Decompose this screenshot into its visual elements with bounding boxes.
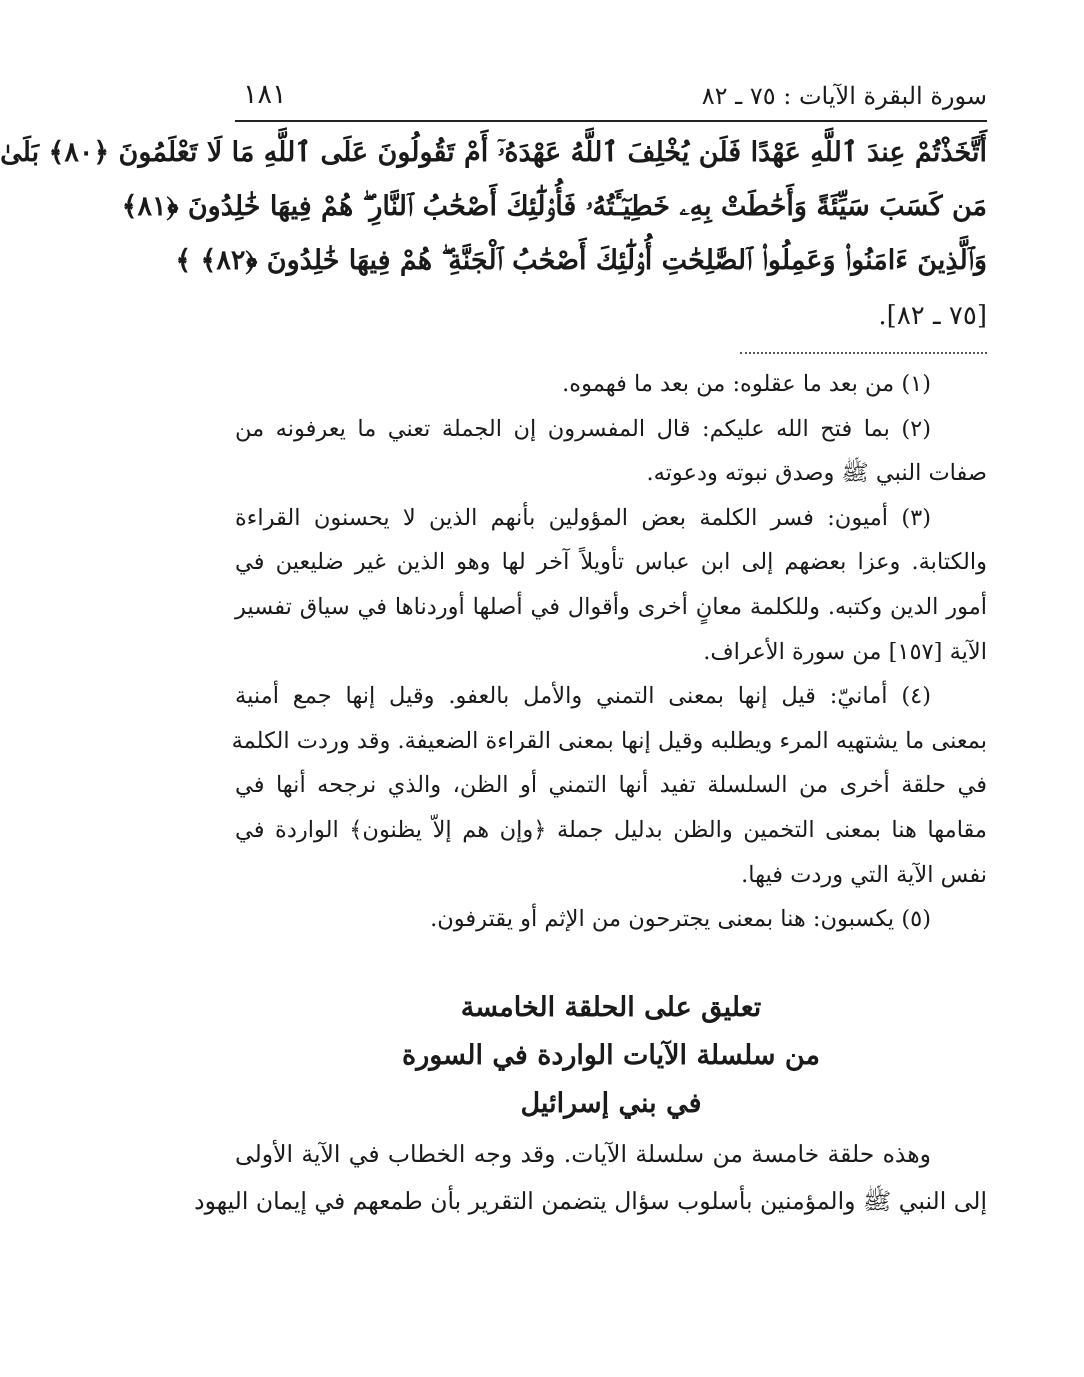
heading-line: تعليق على الحلقة الخامسة [460,992,762,1023]
body-paragraph [194,1131,987,1225]
footnote-line: مقامها هنا بمعنى التخمين والظن بدليل جملة ﴿وإن هم إلاّ يظنون﴾ الواردة في [235,816,987,843]
footnote-line: الآية [١٥٧] من سورة الأعراف. [703,638,987,665]
running-title: سورة البقرة الآيات : ٧٥ ـ ٨٢ [701,82,987,110]
body-line: وهذه حلقة خامسة من سلسلة الآيات. وقد وجه الخطاب في الآية الأولى [235,1140,931,1168]
page-number: ١٨١ [243,79,287,110]
page-header [235,78,987,118]
quran-line: مَن كَسَبَ سَيِّئَةً وَأَحَٰطَتْ بِهِۦ خَطِيٓـَٔتُهُۥ فَأُو۟لَٰٓئِكَ أَصْحَٰبُ ٱلنَّارِ ۖ هُمْ فِيهَا خَٰلِدُونَ ﴿٨١﴾ [121,191,987,222]
footnote-line: أمور الدين وكتبه. وللكلمة معانٍ أخرى وأقوال في أصلها أوردناها في سياق تفسير [235,593,987,620]
heading-line: من سلسلة الآيات الواردة في السورة [402,1040,820,1071]
quran-line: أَتَّخَذْتُمْ عِندَ ٱللَّهِ عَهْدًا فَلَن يُخْلِفَ ٱللَّهُ عَهْدَهُۥٓ أَمْ تَقُولُونَ عَلَى ٱللَّهِ مَا لَا تَعْلَمُونَ ﴿٨٠﴾ بَلَىٰ [0,137,987,168]
footnote-line: (١) من بعد ما عقلوه: من بعد ما فهموه. [562,371,931,397]
heading-line: في بني إسرائيل [520,1088,702,1119]
footnote-line: (٤) أمانيّ: قيل إنها بمعنى التمني والأمل بالعفو. وقيل إنها جمع أمنية [235,683,931,710]
footnote-line: (٢) بما فتح الله عليكم: قال المفسرون إن الجملة تعني ما يعرفونه من [235,415,931,442]
footnote-line: صفات النبي ﷺ وصدق نبوته ودعوته. [646,460,987,487]
footnote-line: بمعنى ما يشتهيه المرء ويطلبه وقيل إنها بمعنى القراءة الضعيفة. وقد وردت الكلمة [231,727,987,754]
footnotes-block [231,362,987,942]
footnote-line: (٣) أميون: فسر الكلمة بعض المؤولين بأنهم الذين لا يحسنون القراءة [235,504,931,531]
footnote-line: والكتابة. وعزا بعضهم إلى ابن عباس تأويلاً آخر لها وهو الذين غير ضليعين في [235,549,987,576]
body-line: إلى النبي ﷺ والمؤمنين بأسلوب سؤال يتضمن التقرير بأن طمعهم في إيمان اليهود [194,1187,987,1215]
section-heading [235,984,987,1128]
footnote-line: نفس الآية التي وردت فيها. [741,861,987,888]
quran-line: وَٱلَّذِينَ ءَامَنُوا۟ وَعَمِلُوا۟ ٱلصَّٰلِحَٰتِ أُو۟لَٰٓئِكَ أَصْحَٰبُ ٱلْجَنَّةِ ۖ هُمْ فِيهَا خَٰلِدُونَ ﴿٨٢﴾ ﴾ [175,245,987,276]
footnote-line: (٥) يكسبون: هنا بمعنى يجترحون من الإثم أو يقترفون. [430,906,931,933]
header-divider [235,120,987,122]
footnote-separator [740,338,987,354]
footnote-line: في حلقة أخرى من السلسلة تفيد أنها التمني أو الظن، والذي نرجحه أنها في [235,772,987,799]
verse-range-reference: [٧٥ ـ ٨٢]. [878,301,987,331]
quran-verses-block [0,126,987,344]
